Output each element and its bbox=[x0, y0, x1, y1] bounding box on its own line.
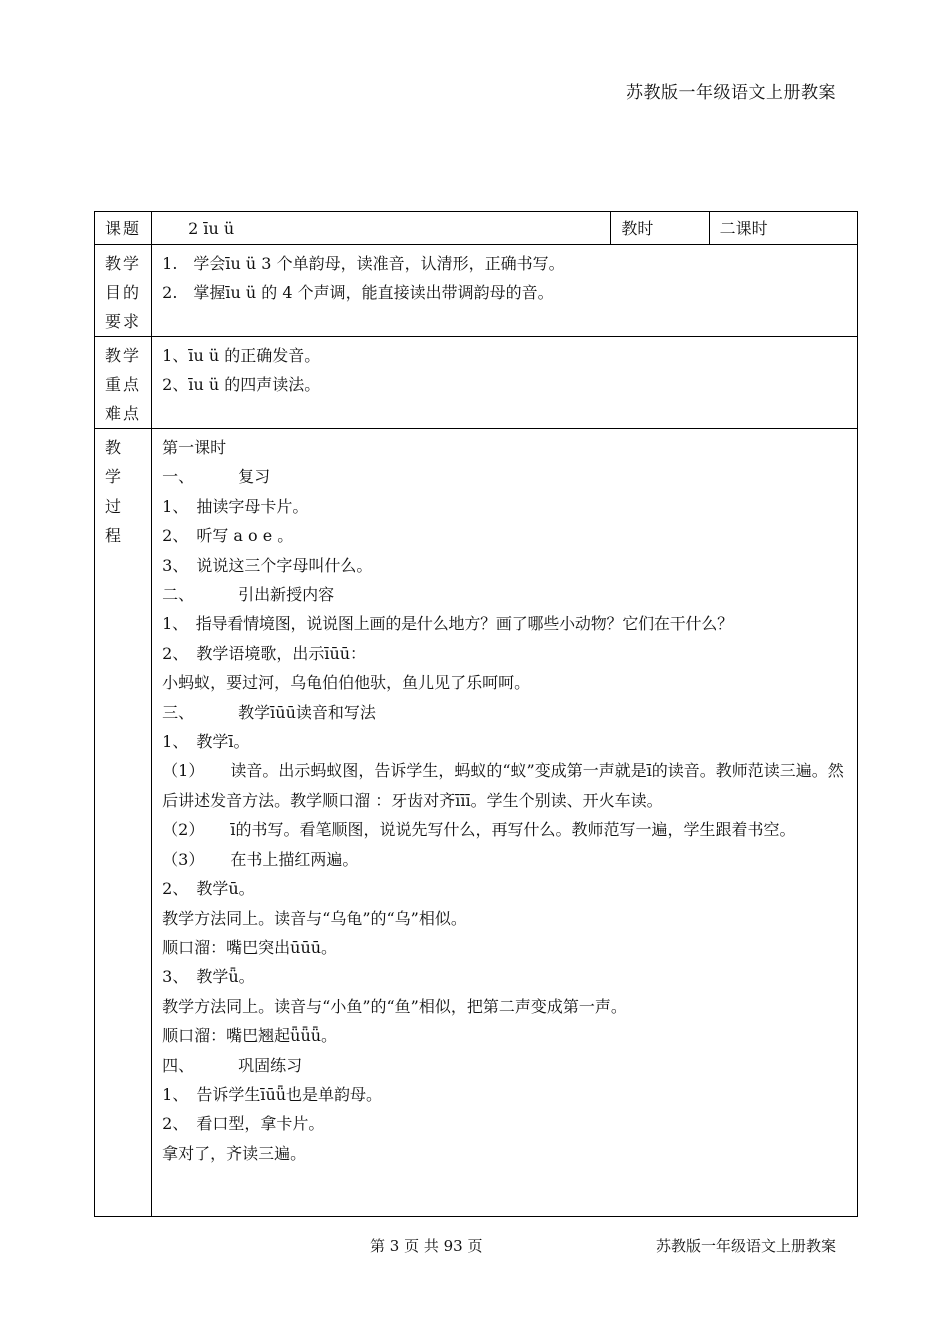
process-line: 小蚂蚁，要过河，乌龟伯伯他驮，鱼儿见了乐呵呵。 bbox=[162, 673, 531, 693]
goals-label-cell bbox=[95, 245, 152, 337]
step-number: （3） bbox=[162, 849, 205, 869]
process-label: 教学过程 bbox=[105, 438, 122, 546]
process-line: 2、 教学语境歌，出示īūū： bbox=[162, 643, 367, 663]
goal-item: 1. 学会īu ü 3 个单韵母，读准音，认清形，正确书写。 bbox=[162, 254, 565, 273]
footer-title: 苏教版一年级语文上册教案 bbox=[655, 1237, 836, 1255]
process-paragraph bbox=[162, 756, 849, 815]
process-line: 1、 告诉学生īūǖ也是单韵母。 bbox=[162, 1084, 383, 1104]
process-paragraph bbox=[162, 815, 849, 844]
title-label: 课题 bbox=[105, 219, 142, 238]
process-line: 1、 教学ī。 bbox=[162, 732, 250, 752]
goals-row bbox=[95, 245, 858, 337]
section-number: 一、 bbox=[162, 467, 195, 487]
process-line: 教学方法同上。读音与“小鱼”的“鱼”相似，把第二声变成第一声。 bbox=[162, 996, 627, 1016]
section-heading bbox=[162, 698, 849, 727]
key-points-row bbox=[95, 337, 858, 429]
lesson-plan-table bbox=[94, 211, 858, 1217]
section-title: 教学īūū读音和写法 bbox=[238, 702, 376, 722]
process-line: 1、 抽读字母卡片。 bbox=[162, 496, 309, 516]
hours-label-cell bbox=[611, 212, 709, 245]
section-number: 四、 bbox=[162, 1055, 195, 1075]
process-line: 拿对了，齐读三遍。 bbox=[162, 1143, 307, 1163]
process-line: 3、 教学ǖ。 bbox=[162, 967, 255, 987]
hours-value-cell bbox=[709, 212, 857, 245]
process-line: 教学方法同上。读音与“乌龟”的“乌”相似。 bbox=[162, 908, 467, 928]
key-label-cell bbox=[95, 337, 152, 429]
goals-content-cell bbox=[152, 245, 858, 337]
section-heading bbox=[162, 1051, 849, 1080]
process-line: 第一课时 bbox=[162, 438, 227, 457]
process-line: 1、 指导看情境图，说说图上画的是什么地方？画了哪些小动物？它们在干什么？ bbox=[162, 614, 733, 634]
process-line: 顺口溜：嘴巴翘起ǖǖǖ。 bbox=[162, 1026, 338, 1046]
step-text: 在书上描红两遍。 bbox=[230, 849, 359, 869]
section-heading bbox=[162, 580, 849, 609]
title-row bbox=[95, 212, 858, 245]
goal-item: 2. 掌握īu ü 的 4 个声调，能直接读出带调韵母的音。 bbox=[162, 283, 554, 303]
process-label-cell bbox=[95, 429, 152, 1217]
process-line: 2、 看口型，拿卡片。 bbox=[162, 1114, 325, 1134]
process-content-cell bbox=[152, 429, 858, 1217]
step-text: ī的书写。看笔顺图，说说先写什么，再写什么。教师范写一遍，学生跟着书空。 bbox=[230, 820, 796, 840]
step-number: （1） bbox=[162, 761, 205, 781]
section-number: 三、 bbox=[162, 702, 195, 722]
key-point-item: 2、īu ü 的四声读法。 bbox=[162, 375, 321, 395]
section-heading bbox=[162, 462, 849, 491]
process-paragraph bbox=[162, 845, 849, 874]
section-title: 复习 bbox=[238, 467, 271, 487]
process-line: 2、 教学ū。 bbox=[162, 879, 255, 899]
key-point-item: 1、īu ü 的正确发音。 bbox=[162, 346, 321, 365]
lesson-title: 2 īu ü bbox=[188, 219, 235, 238]
key-points-label: 教学重点难点 bbox=[105, 346, 142, 423]
title-label-cell bbox=[95, 212, 152, 245]
process-row bbox=[95, 429, 858, 1217]
hours-label: 教时 bbox=[621, 219, 654, 238]
section-title: 引出新授内容 bbox=[238, 585, 335, 605]
section-title: 巩固练习 bbox=[238, 1055, 303, 1075]
goals-label: 教学目的要求 bbox=[105, 254, 142, 331]
page-header-title: 苏教版一年级语文上册教案 bbox=[626, 83, 836, 103]
page-number: 第 3 页 共 93 页 bbox=[370, 1237, 483, 1255]
step-text: 读音。出示蚂蚁图，告诉学生，蚂蚁的“蚁”变成第一声就是ī的读音。教师范读三遍。然后讲述发音方法。教学顺口溜 ：牙齿对齐īīī。学生个别读、开火车读。 bbox=[162, 761, 844, 810]
step-number: （2） bbox=[162, 820, 205, 840]
process-line: 3、 说说这三个字母叫什么。 bbox=[162, 555, 373, 575]
section-number: 二、 bbox=[162, 585, 195, 605]
key-points-cell bbox=[152, 337, 858, 429]
hours-value: 二课时 bbox=[719, 219, 768, 238]
process-line: 2、 听写 a o e 。 bbox=[162, 526, 294, 546]
process-line: 顺口溜：嘴巴突出ūūū。 bbox=[162, 937, 338, 957]
title-value-cell bbox=[152, 212, 611, 245]
